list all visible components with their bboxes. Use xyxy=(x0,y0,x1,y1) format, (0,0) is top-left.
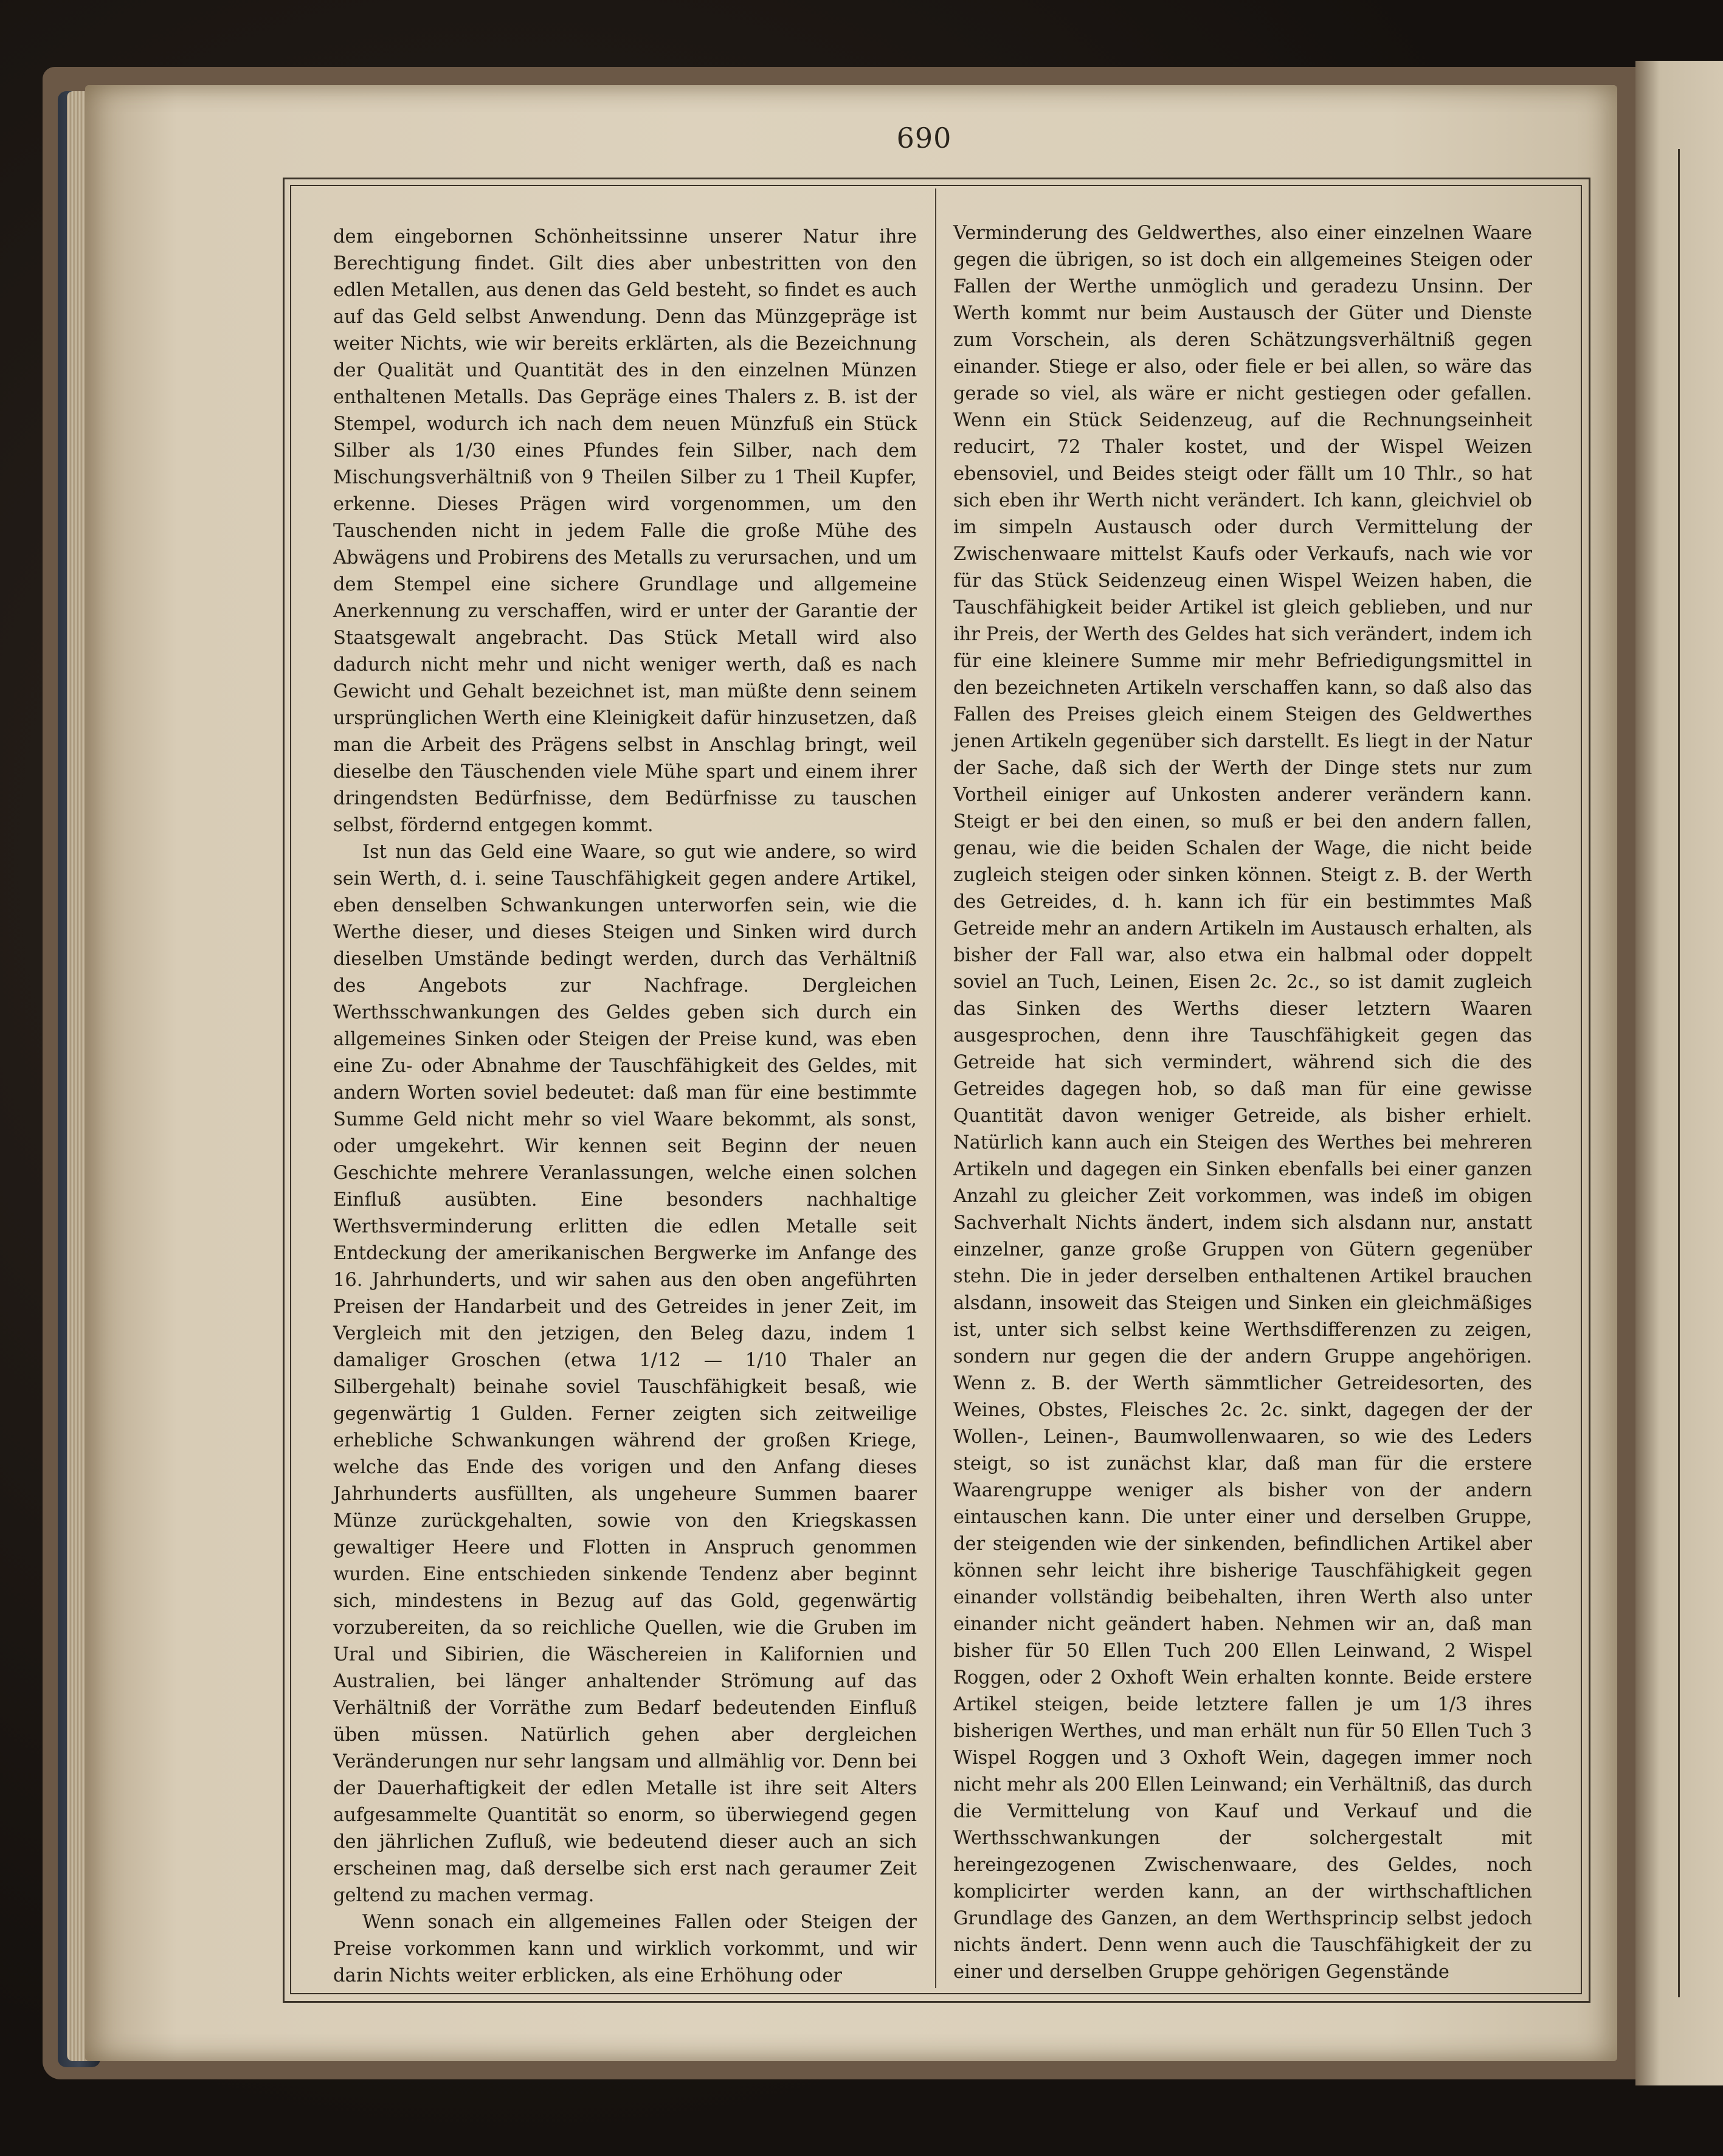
paragraph: Ist nun das Geld eine Waare, so gut wie andere, so wird sein Werth, d. i. seine Tauschfähigkeit gegen andere Artikel, eben denselben Schwankungen unterworfen sein, wie die Werthe dieser, und dieses Steigen und Sinken wird durch dieselben Umstände bedingt werden, durch das Verhältniß des Angebots zur Nachfrage. Dergleichen Werthsschwankungen des Geldes geben sich durch ein allgemeines Sinken oder Steigen der Preise kund, was eben eine Zu- oder Abnahme der Tauschfähigkeit des Geldes, mit andern Worten soviel bedeutet: daß man für eine bestimmte Summe Geld nicht mehr so viel Waare bekommt, als sonst, oder umgekehrt. Wir kennen seit Beginn der neuen Geschichte mehrere Veranlassungen, welche einen solchen Einfluß ausübten. Eine besonders nachhaltige Werthsverminderung erlitten die edlen Metalle seit Entdeckung der amerikanischen Bergwerke im Anfange des 16. Jahrhunderts, und wir sahen aus den oben angeführten Preisen der Handarbeit und des Getreides in jener Zeit, im Vergleich mit den jetzigen, den Beleg dazu, indem 1 damaliger Groschen (etwa 1/12 — 1/10 Thaler an Silbergehalt) beinahe soviel Tauschfähigkeit besaß, wie gegenwärtig 1 Gulden. Ferner zeigten sich zeitweilige erhebliche Schwankungen während der großen Kriege, welche das Ende des vorigen und den Anfang dieses Jahrhunderts ausfüllten, als ungeheure Summen baarer Münze zurückgehalten, sowie von den Kriegskassen gewaltiger Heere und Flotten in Anspruch genommen wurden. Eine entschieden sinkende Tendenz aber beginnt sich, mindestens in Bezug auf das Gold, gegenwärtig vorzubereiten, da so reichliche Quellen, wie die Gruben im Ural und Sibirien, die Wäschereien in Kalifornien und Australien, bei länger anhaltender Strömung auf das Verhältniß der Vorräthe zum Bedarf bedeutenden Einfluß üben müssen. Natürlich gehen aber dergleichen Veränderungen nur sehr langsam und allmählig vor. Denn bei der Dauerhaftigkeit der edlen Metalle ist ihre seit Alters aufgesammelte Quantität so enorm, so überwiegend gegen den jährlichen Zufluß, wie bedeutend dieser auch an sich erscheinen mag, daß derselbe sich erst nach geraumer Zeit geltend zu machen vermag. xyxy=(333,841,917,1906)
text-column-left xyxy=(333,224,917,1989)
facing-page-frame xyxy=(1678,149,1723,1997)
paragraph: dem eingebornen Schönheitssinne unserer Natur ihre Berechtigung findet. Gilt dies aber unbestritten von den edlen Metallen, aus denen das Geld besteht, so findet es auch auf das Geld selbst Anwendung. Denn das Münzgepräge ist weiter Nichts, wie wir bereits erklärten, als die Bezeichnung der Qualität und Quantität des in den einzelnen Münzen enthaltenen Metalls. Das Gepräge eines Thalers z. B. ist der Stempel, wodurch ich nach dem neuen Münzfuß ein Stück Silber als 1/30 eines Pfundes fein Silber, nach dem Mischungsverhältniß von 9 Theilen Silber zu 1 Theil Kupfer, erkenne. Dieses Prägen wird vorgenommen, um den Tauschenden nicht in jedem Falle die große Mühe des Abwägens und Probirens des Metalls zu verursachen, und um dem Stempel eine sichere Grundlage und allgemeine Anerkennung zu verschaffen, wird er unter der Garantie der Staatsgewalt angebracht. Das Stück Metall wird also dadurch nicht mehr und nicht weniger werth, daß es nach Gewicht und Gehalt bezeichnet ist, man müßte denn seinem ursprünglichen Werth eine Kleinigkeit dafür hinzusetzen, daß man die Arbeit des Prägens selbst in Anschlag bringt, weil dieselbe den Täuschenden viele Mühe spart und einem ihrer dringendsten Bedürfnisse, dem Bedürfnisse zu tauschen selbst, fördernd entgegen kommt. xyxy=(333,226,917,836)
column-divider xyxy=(935,188,936,1988)
page-number: 690 xyxy=(896,122,952,154)
paragraph: Wenn sonach ein allgemeines Fallen oder Steigen der Preise vorkommen kann und wirklich vorkommt, und wir darin Nichts weiter erblicken, als eine Erhöhung oder xyxy=(333,1912,917,1986)
text-column-right xyxy=(953,220,1532,1986)
paragraph: Verminderung des Geldwerthes, also einer einzelnen Waare gegen die übrigen, so ist doch ein allgemeines Steigen oder Fallen der Werthe unmöglich und geradezu Unsinn. Der Werth kommt nur beim Austausch der Güter und Dienste zum Vorschein, als deren Schätzungsverhältniß gegen einander. Stiege er also, oder fiele er bei allen, so wäre das gerade so viel, als wäre er nicht gestiegen oder gefallen. Wenn ein Stück Seidenzeug, auf die Rechnungseinheit reducirt, 72 Thaler kostet, und der Wispel Weizen ebensoviel, und Beides steigt oder fällt um 10 Thlr., so hat sich eben ihr Werth nicht verändert. Ich kann, gleichviel ob im simpeln Austausch oder durch Vermittelung der Zwischenwaare mittelst Kaufs oder Verkaufs, nach wie vor für das Stück Seidenzeug einen Wispel Weizen haben, die Tauschfähigkeit beider Artikel ist gleich geblieben, und nur ihr Preis, der Werth des Geldes hat sich verändert, indem ich für eine kleinere Summe mir mehr Befriedigungsmittel in den bezeichneten Artikeln verschaffen kann, so daß also das Fallen des Preises gleich einem Steigen des Geldwerthes jenen Artikeln gegenüber sich darstellt. Es liegt in der Natur der Sache, daß sich der Werth der Dinge stets nur zum Vortheil einiger auf Unkosten anderer verändern kann. Steigt er bei den einen, so muß er bei den andern fallen, genau, wie die beiden Schalen der Wage, die nicht beide zugleich steigen oder sinken können. Steigt z. B. der Werth des Getreides, d. h. kann ich für ein bestimmtes Maß Getreide mehr an andern Artikeln im Austausch erhalten, als bisher der Fall war, also etwa ein halbmal oder doppelt soviel an Tuch, Leinen, Eisen 2c. 2c., so ist damit zugleich das Sinken des Werths dieser letztern Waaren ausgesprochen, denn ihre Tauschfähigkeit gegen das Getreide hat sich vermindert, während sich die des Getreides dagegen hob, so daß man für eine gewisse Quantität davon weniger Getreide, als bisher erhielt. Natürlich kann auch ein Steigen des Werthes bei mehreren Artikeln und dagegen ein Sinken ebenfalls bei einer ganzen Anzahl zu gleicher Zeit vorkommen, was indeß im obigen Sachverhalt Nichts ändert, indem sich alsdann nur, anstatt einzelner, ganze große Gruppen von Gütern gegenüber stehn. Die in jeder derselben enthaltenen Artikel brauchen alsdann, insoweit das Steigen und Sinken ein gleichmäßiges ist, unter sich selbst keine Werthsdifferenzen zu zeigen, sondern nur gegen die der andern Gruppe angehörigen. Wenn z. B. der Werth sämmtlicher Getreidesorten, des Weines, Obstes, Fleisches 2c. 2c. sinkt, dagegen der der Wollen-, Leinen-, Baumwollenwaaren, so wie des Leders steigt, so ist zunächst klar, daß man für die erstere Waarengruppe weniger als bisher von der andern eintauschen kann. Die unter einer und derselben Gruppe, der steigenden wie der sinkenden, befindlichen Artikel aber können sehr leicht ihre bisherige Tauschfähigkeit gegen einander vollständig beibehalten, ihren Werth also unter einander nicht geändert haben. Nehmen wir an, daß man bisher für 50 Ellen Tuch 200 Ellen Leinwand, 2 Wispel Roggen, oder 2 Oxhoft Wein erhalten konnte. Beide erstere Artikel steigen, beide letztere fallen je um 1/3 ihres bisherigen Werthes, und man erhält nun für 50 Ellen Tuch 3 Wispel Roggen und 3 Oxhoft Wein, dagegen immer noch nicht mehr als 200 Ellen Leinwand; ein Verhältniß, das durch die Vermittelung von Kauf und Verkauf und die Werthsschwankungen der solchergestalt mit hereingezogenen Zwischenwaare, des Geldes, noch komplicirter werden kann, an der wirthschaftlichen Grundlage des Ganzen, an dem Werthsprincip selbst jedoch nichts ändert. Denn wenn auch die Tauschfähigkeit der zu einer und derselben Gruppe gehörigen Gegenstände xyxy=(953,223,1532,1983)
